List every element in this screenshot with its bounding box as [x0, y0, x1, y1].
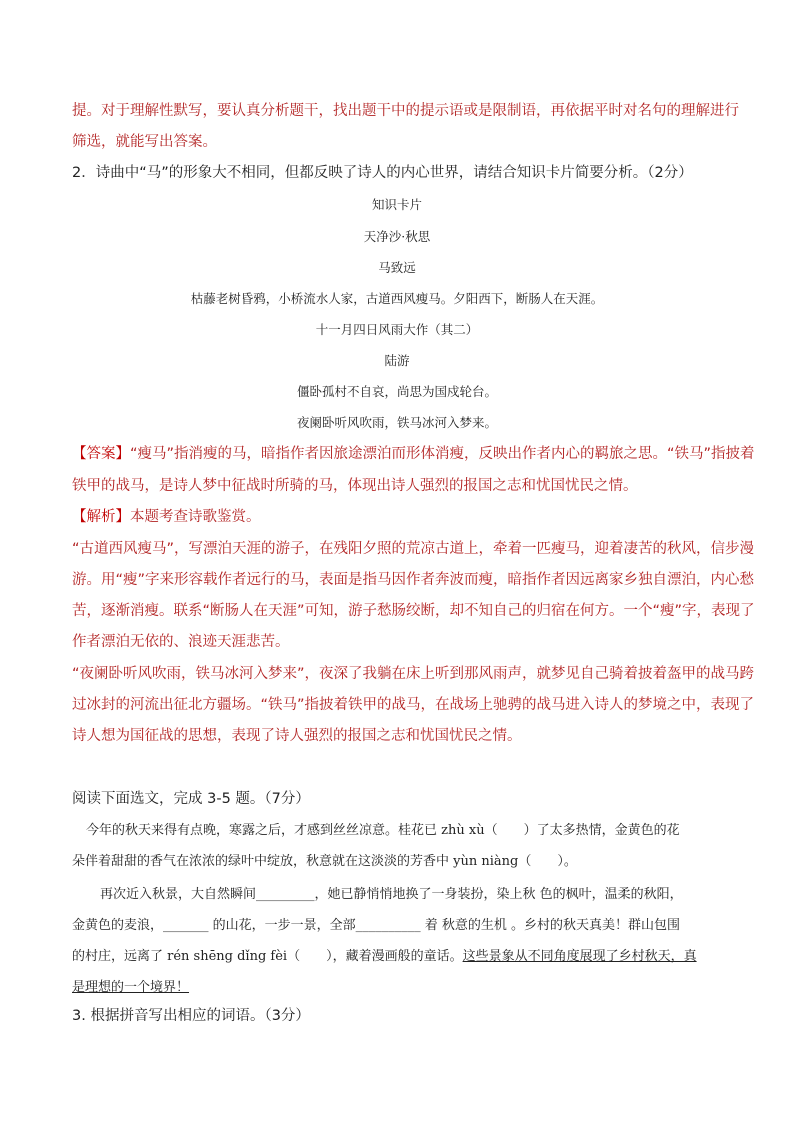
underlined-sentence: 这些景象从不同角度展现了乡村秋天，真 [462, 949, 697, 964]
reading-p2-line-1: 再次近入秋景，大自然瞬间_________，她已静悄悄地换了一身装扮，染上秋 色的枫叶，温柔的秋阳， [100, 887, 683, 902]
answer-q1-line-2: 筛选，就能写出答案。 [72, 134, 217, 150]
reading-p2-line-2: 金黄色的麦浪，_______ 的山花，一步一景，全部__________ 着 秋意的生机 。乡村的秋天真美！群山包围 [72, 918, 681, 933]
analysis-tag: 【解析】 [72, 509, 130, 525]
analysis-p2-line: 过冰封的河流出征北方疆场。“铁马”指披着铁甲的战马，在战场上驰骋的战马进入诗人的梦境之中，表现了 [72, 697, 755, 713]
question-3-prompt: 3. 根据拼音写出相应的词语。（3分） [72, 1008, 310, 1024]
reading-p2-line-3-text: 的村庄，远离了 rén shēng dǐng fèi（ ），藏着漫画般的童话。 [72, 949, 463, 964]
poem-2-line-1: 僵卧孤村不自哀，尚思为国戍轮台。 [296, 384, 497, 399]
analysis-intro-line [72, 507, 261, 527]
analysis-p1-line: 游。用“瘦”字来形容载作者远行的马，表面是指马因作者奔波而瘦，暗指作者因远离家乡独自漂泊，内心愁 [72, 572, 755, 588]
knowledge-card-title: 知识卡片 [371, 197, 422, 212]
analysis-p1-line: “古道西风瘦马”，写漂泊天涯的游子，在残阳夕照的荒凉古道上，牵着一匹瘦马，迎着凄苦的秋风，信步漫 [72, 541, 755, 557]
question-2-prompt: 2．诗曲中“马”的形象大不相同，但都反映了诗人的内心世界，请结合知识卡片简要分析。（2分） [72, 165, 693, 181]
reading-p1-line-2: 朵伴着甜甜的香气在浓浓的绿叶中绽放，秋意就在这淡淡的芳香中 yùn niàng（ ）。 [72, 854, 577, 869]
analysis-p2-line: “夜阑卧听风吹雨，铁马冰河入梦来”，夜深了我躺在床上听到那风雨声，就梦见自己骑着披着盔甲的战马跨 [72, 666, 755, 682]
answer-line-2: 铁甲的战马，是诗人梦中征战时所骑的马，体现出诗人强烈的报国之志和忧国忧民之情。 [72, 478, 638, 494]
reading-p2-line-3 [72, 947, 697, 967]
analysis-intro: 本题考查诗歌鉴赏。 [130, 509, 261, 525]
answer-tag: 【答案】 [72, 446, 130, 462]
poem-2-author: 陆游 [384, 353, 410, 368]
poem-2-title: 十一月四日风雨大作（其二） [315, 322, 479, 337]
analysis-p1-line: 苦，逐渐消瘦。联系“断肠人在天涯”可知，游子愁肠绞断，却不知自己的归宿在何方。一个“瘦”字，表现了 [72, 603, 755, 619]
underlined-sentence-end: 是理想的一个境界！ [72, 980, 190, 995]
poem-1-author: 马致远 [378, 260, 416, 275]
answer-q1-line-1: 提。对于理解性默写，要认真分析题干，找出题干中的提示语或是限制语，再依据平时对名句的理解进行 [72, 103, 739, 119]
poem-2-line-2: 夜阑卧听风吹雨，铁马冰河入梦来。 [296, 415, 497, 430]
answer-text-1: “瘦马”指消瘦的马，暗指作者因旅途漂泊而形体消瘦，反映出作者内心的羁旅之思。“铁马”指披着 [130, 446, 755, 462]
analysis-p2-line: 诗人想为国征战的思想，表现了诗人强烈的报国之志和忧国忧民之情。 [72, 728, 522, 744]
reading-intro: 阅读下面选文，完成 3-5 题。（7分） [72, 791, 310, 807]
poem-1-title: 天净沙·秋思 [363, 229, 431, 244]
reading-p1-line-1: 今年的秋天来得有点晚，寒露之后，才感到丝丝凉意。桂花已 zhù xù（ ）了太多热情，金黄色的花 [86, 823, 680, 838]
answer-line-1 [72, 444, 755, 464]
poem-1-text: 枯藤老树昏鸦，小桥流水人家，古道西风瘦马。夕阳西下，断肠人在天涯。 [190, 291, 604, 306]
analysis-p1-line: 作者漂泊无依的、浪迹天涯悲苦。 [72, 634, 290, 650]
